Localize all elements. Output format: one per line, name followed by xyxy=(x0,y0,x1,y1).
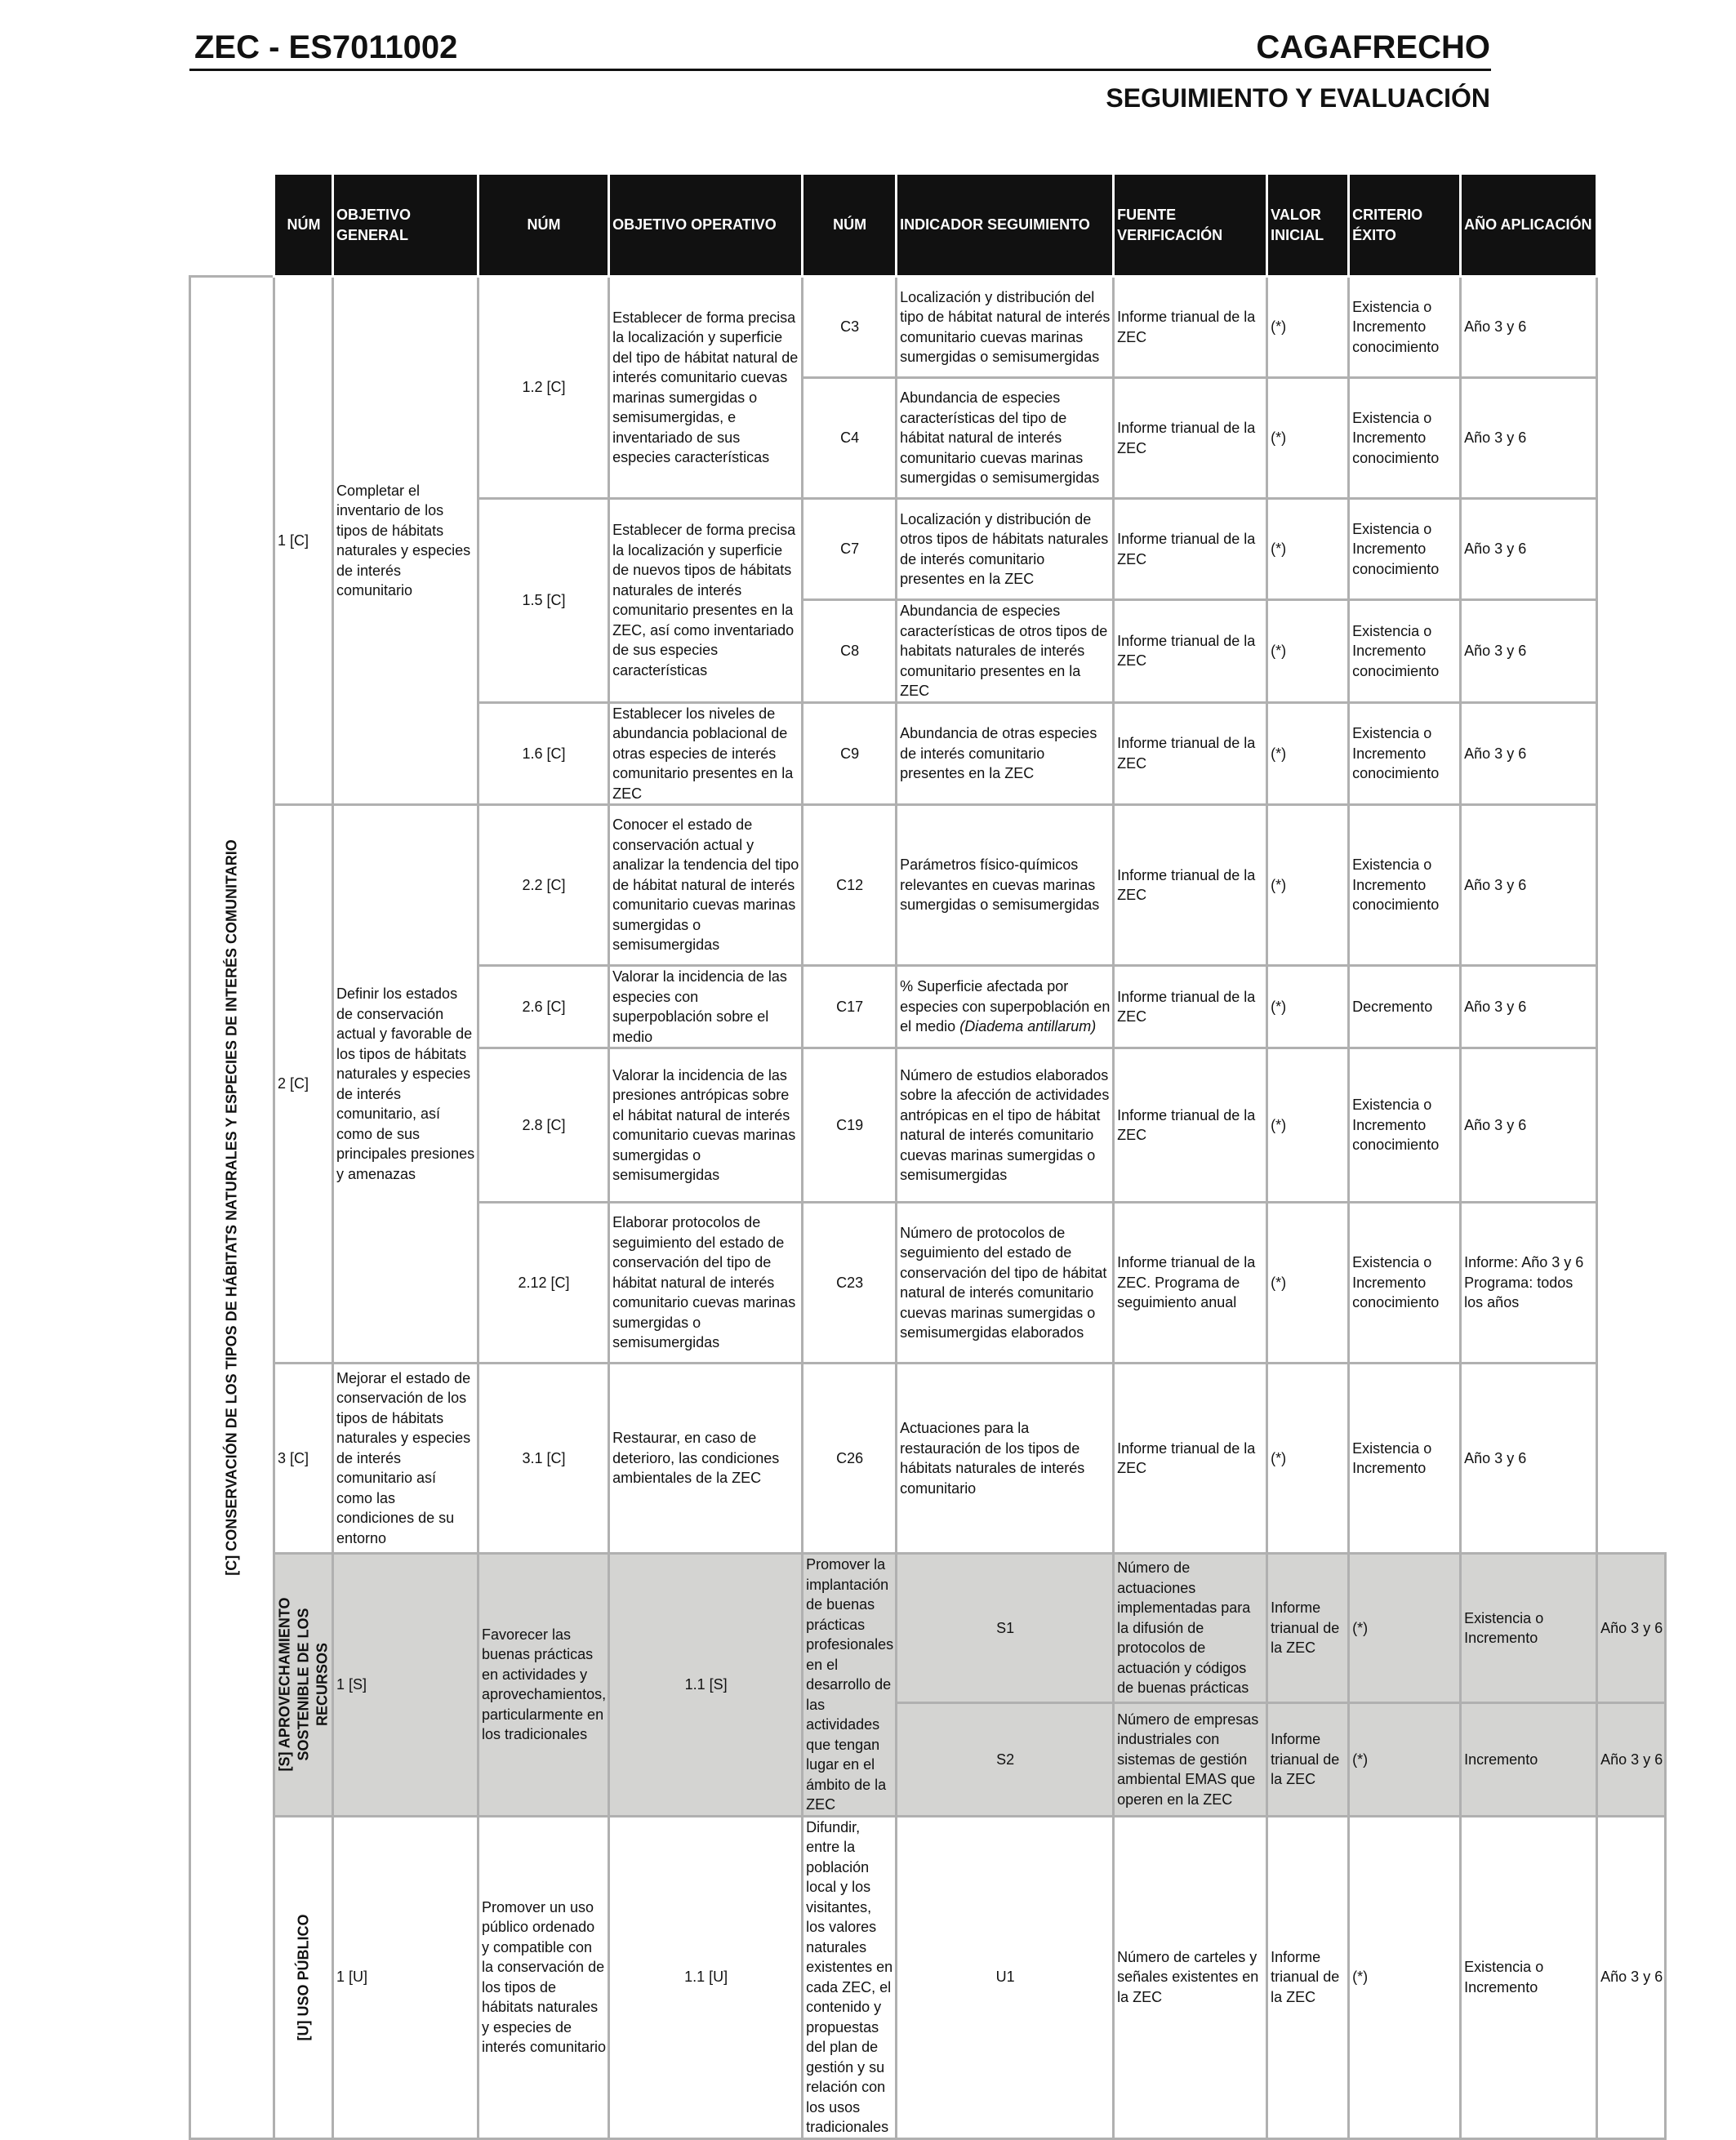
header-blank xyxy=(190,174,274,277)
criterio-exito: Existencia o Incremento xyxy=(1461,1554,1597,1703)
fuente-verificacion: Informe trianual de la ZEC xyxy=(1114,600,1267,703)
indicator-text: Abundancia de otras especies de interés comunitario presentes en la ZEC xyxy=(897,702,1114,805)
indicator-text xyxy=(897,966,1114,1048)
site-name: CAGAFRECHO xyxy=(1256,29,1490,65)
valor-inicial: (*) xyxy=(1267,1048,1349,1203)
indicator-num: C4 xyxy=(803,378,897,499)
criterio-exito: Existencia o Incremento xyxy=(1349,1364,1461,1554)
operative-num: 2.8 [C] xyxy=(479,1048,609,1203)
general-num: 3 [C] xyxy=(274,1364,333,1554)
ano-aplicacion: Año 3 y 6 xyxy=(1461,600,1597,703)
operative-text: Establecer de forma precisa la localización y superficie de nuevos tipos de hábitats naturales de interés comunitario presentes en la ZEC, así como inventariado de sus especies características xyxy=(609,499,803,703)
general-num: 1 [U] xyxy=(333,1816,479,2138)
col-header-objetivo-operativo: OBJETIVO OPERATIVO xyxy=(609,174,803,277)
fuente-verificacion: Informe trianual de la ZEC xyxy=(1114,378,1267,499)
table-row xyxy=(190,1554,1666,1703)
operative-num: 1.6 [C] xyxy=(479,702,609,805)
criterio-exito: Existencia o Incremento conocimiento xyxy=(1349,600,1461,703)
operative-text: Conocer el estado de conservación actual y analizar la tendencia del tipo de hábitat natural de interés comunitario cuevas marinas sumergidas o semisumergidas xyxy=(609,805,803,966)
criterio-exito: Existencia o Incremento conocimiento xyxy=(1349,499,1461,600)
indicator-num: C12 xyxy=(803,805,897,966)
operative-num: 3.1 [C] xyxy=(479,1364,609,1554)
fuente-verificacion: Informe trianual de la ZEC xyxy=(1114,702,1267,805)
operative-num: 1.5 [C] xyxy=(479,499,609,703)
col-header-num-operativo: NÚM xyxy=(479,174,609,277)
indicator-text: Número de carteles y señales existentes en la ZEC xyxy=(1114,1816,1267,2138)
table-row xyxy=(190,277,1666,378)
valor-inicial: (*) xyxy=(1267,378,1349,499)
ano-aplicacion: Informe: Año 3 y 6 Programa: todos los años xyxy=(1461,1203,1597,1364)
valor-inicial: (*) xyxy=(1267,499,1349,600)
table-row xyxy=(190,1364,1666,1554)
general-text: Completar el inventario de los tipos de hábitats naturales y especies de interés comunitario xyxy=(333,277,479,805)
operative-text: Establecer los niveles de abundancia poblacional de otras especies de interés comunitario presentes en la ZEC xyxy=(609,702,803,805)
fuente-verificacion: Informe trianual de la ZEC xyxy=(1267,1816,1349,2138)
col-header-objetivo-general: OBJETIVO GENERAL xyxy=(333,174,479,277)
general-num: 1 [C] xyxy=(274,277,333,805)
fuente-verificacion: Informe trianual de la ZEC xyxy=(1114,1048,1267,1203)
valor-inicial: (*) xyxy=(1267,600,1349,703)
indicator-num: C7 xyxy=(803,499,897,600)
indicator-text: Abundancia de especies características de otros tipos de habitats naturales de interés comunitario presentes en la ZEC xyxy=(897,600,1114,703)
col-header-criterio: CRITERIO ÉXITO xyxy=(1349,174,1461,277)
ano-aplicacion: Año 3 y 6 xyxy=(1597,1703,1666,1816)
col-header-num: NÚM xyxy=(274,174,333,277)
ano-aplicacion: Año 3 y 6 xyxy=(1597,1554,1666,1703)
table-header-row xyxy=(190,174,1666,277)
ano-aplicacion: Año 3 y 6 xyxy=(1461,1048,1597,1203)
operative-text: Elaborar protocolos de seguimiento del estado de conservación del tipo de hábitat natural de interés comunitario cuevas marinas sumergidas o semisumergidas xyxy=(609,1203,803,1364)
indicator-num: U1 xyxy=(897,1816,1114,2138)
general-text: Promover un uso público ordenado y compatible con la conservación de los tipos de hábitats naturales y especies de interés comunitario xyxy=(479,1816,609,2138)
ano-aplicacion: Año 3 y 6 xyxy=(1461,805,1597,966)
indicator-text: Número de empresas industriales con sistemas de gestión ambiental EMAS que operen en la ZEC xyxy=(1114,1703,1267,1816)
valor-inicial: (*) xyxy=(1267,805,1349,966)
indicator-num: C26 xyxy=(803,1364,897,1554)
criterio-exito: Existencia o Incremento conocimiento xyxy=(1349,1203,1461,1364)
operative-num: 1.1 [U] xyxy=(609,1816,803,2138)
section-aprovechamiento: [S] APROVECHAMIENTO SOSTENIBLE DE LOS RECURSOS xyxy=(274,1554,333,1817)
indicator-text: Abundancia de especies características del tipo de hábitat natural de interés comunitario cuevas marinas sumergidas o semisumergidas xyxy=(897,378,1114,499)
indicator-text-main: % Superficie afectada por especies con superpoblación en el medio xyxy=(900,978,1111,1035)
operative-num: 2.6 [C] xyxy=(479,966,609,1048)
criterio-exito: Existencia o Incremento conocimiento xyxy=(1349,805,1461,966)
operative-num: 2.12 [C] xyxy=(479,1203,609,1364)
section-subtitle: SEGUIMIENTO Y EVALUACIÓN xyxy=(1106,83,1490,113)
indicator-text: Número de protocolos de seguimiento del estado de conservación del tipo de hábitat natural de interés comunitario cuevas marinas sumergidas o semisumergidas elaborados xyxy=(897,1203,1114,1364)
indicator-text: Número de estudios elaborados sobre la afección de actividades antrópicas en el tipo de hábitat natural de interés comunitario cuevas marinas sumergidas o semisumergidas xyxy=(897,1048,1114,1203)
fuente-verificacion: Informe trianual de la ZEC xyxy=(1114,966,1267,1048)
indicator-text: Localización y distribución de otros tipos de hábitats naturales de interés comunitario presentes en la ZEC xyxy=(897,499,1114,600)
valor-inicial: (*) xyxy=(1267,277,1349,378)
valor-inicial: (*) xyxy=(1349,1816,1461,2138)
criterio-exito: Existencia o Incremento xyxy=(1461,1816,1597,2138)
criterio-exito: Existencia o Incremento conocimiento xyxy=(1349,378,1461,499)
ano-aplicacion: Año 3 y 6 xyxy=(1461,277,1597,378)
operative-num: 1.1 [S] xyxy=(609,1554,803,1817)
indicator-num: S2 xyxy=(897,1703,1114,1816)
valor-inicial: (*) xyxy=(1267,1203,1349,1364)
operative-num: 2.2 [C] xyxy=(479,805,609,966)
fuente-verificacion: Informe trianual de la ZEC xyxy=(1114,805,1267,966)
ano-aplicacion: Año 3 y 6 xyxy=(1461,378,1597,499)
operative-num: 1.2 [C] xyxy=(479,277,609,499)
criterio-exito: Existencia o Incremento conocimiento xyxy=(1349,277,1461,378)
monitoring-table xyxy=(189,172,1667,2140)
table-row xyxy=(190,1816,1666,2138)
fuente-verificacion: Informe trianual de la ZEC xyxy=(1267,1703,1349,1816)
ano-aplicacion: Año 3 y 6 xyxy=(1461,1364,1597,1554)
header-rule xyxy=(189,69,1491,71)
indicator-num: C8 xyxy=(803,600,897,703)
criterio-exito: Existencia o Incremento conocimiento xyxy=(1349,702,1461,805)
fuente-verificacion: Informe trianual de la ZEC xyxy=(1114,499,1267,600)
general-text: Definir los estados de conservación actual y favorable de los tipos de hábitats naturales y especies de interés comunitario, así como de sus principales presiones y amenazas xyxy=(333,805,479,1364)
general-text: Mejorar el estado de conservación de los tipos de hábitats naturales y especies de interés comunitario así como las condiciones de su entorno xyxy=(333,1364,479,1554)
indicator-num: C3 xyxy=(803,277,897,378)
indicator-text: Localización y distribución del tipo de hábitat natural de interés comunitario cuevas marinas sumergidas o semisumergidas xyxy=(897,277,1114,378)
ano-aplicacion: Año 3 y 6 xyxy=(1461,702,1597,805)
indicator-num: C19 xyxy=(803,1048,897,1203)
ano-aplicacion: Año 3 y 6 xyxy=(1461,499,1597,600)
indicator-text: Actuaciones para la restauración de los tipos de hábitats naturales de interés comunitario xyxy=(897,1364,1114,1554)
valor-inicial: (*) xyxy=(1349,1703,1461,1816)
operative-text: Difundir, entre la población local y los visitantes, los valores naturales existentes en cada ZEC, el contenido y propuestas del plan de gestión y su relación con los usos tradicionales xyxy=(803,1816,897,2138)
general-text: Favorecer las buenas prácticas en actividades y aprovechamientos, particularmente en los tradicionales xyxy=(479,1554,609,1817)
indicator-text: Número de actuaciones implementadas para la difusión de protocolos de actuación y códigos de buenas prácticas xyxy=(1114,1554,1267,1703)
criterio-exito: Existencia o Incremento conocimiento xyxy=(1349,1048,1461,1203)
operative-text: Establecer de forma precisa la localización y superficie del tipo de hábitat natural de interés comunitario cuevas marinas sumergidas o semisumergidas, e inventariado de sus especies características xyxy=(609,277,803,499)
operative-text: Restaurar, en caso de deterioro, las condiciones ambientales de la ZEC xyxy=(609,1364,803,1554)
fuente-verificacion: Informe trianual de la ZEC. Programa de seguimiento anual xyxy=(1114,1203,1267,1364)
ano-aplicacion: Año 3 y 6 xyxy=(1597,1816,1666,2138)
general-num: 2 [C] xyxy=(274,805,333,1364)
section-uso-publico: [U] USO PÚBLICO xyxy=(274,1816,333,2138)
col-header-indicador: INDICADOR SEGUIMIENTO xyxy=(897,174,1114,277)
indicator-num: S1 xyxy=(897,1554,1114,1703)
section-conservacion: [C] CONSERVACIÓN DE LOS TIPOS DE HÁBITATS NATURALES Y ESPECIES DE INTERÉS COMUNITARIO xyxy=(190,277,274,2139)
operative-text: Promover la implantación de buenas prácticas profesionales en el desarrollo de las actividades que tengan lugar en el ámbito de la ZEC xyxy=(803,1554,897,1817)
col-header-valor: VALOR INICIAL xyxy=(1267,174,1349,277)
general-num: 1 [S] xyxy=(333,1554,479,1817)
valor-inicial: (*) xyxy=(1267,1364,1349,1554)
col-header-num-indicador: NÚM xyxy=(803,174,897,277)
valor-inicial: (*) xyxy=(1267,966,1349,1048)
operative-text: Valorar la incidencia de las especies con superpoblación sobre el medio xyxy=(609,966,803,1048)
fuente-verificacion: Informe trianual de la ZEC xyxy=(1267,1554,1349,1703)
indicator-num: C9 xyxy=(803,702,897,805)
col-header-ano: AÑO APLICACIÓN xyxy=(1461,174,1597,277)
criterio-exito: Incremento xyxy=(1461,1703,1597,1816)
valor-inicial: (*) xyxy=(1267,702,1349,805)
indicator-text: Parámetros físico-químicos relevantes en cuevas marinas sumergidas o semisumergidas xyxy=(897,805,1114,966)
fuente-verificacion: Informe trianual de la ZEC xyxy=(1114,1364,1267,1554)
valor-inicial: (*) xyxy=(1349,1554,1461,1703)
zec-code: ZEC - ES7011002 xyxy=(194,29,458,65)
col-header-fuente: FUENTE VERIFICACIÓN xyxy=(1114,174,1267,277)
indicator-num: C23 xyxy=(803,1203,897,1364)
species-name: (Diadema antillarum) xyxy=(959,1018,1097,1035)
fuente-verificacion: Informe trianual de la ZEC xyxy=(1114,277,1267,378)
ano-aplicacion: Año 3 y 6 xyxy=(1461,966,1597,1048)
operative-text: Valorar la incidencia de las presiones antrópicas sobre el hábitat natural de interés comunitario cuevas marinas sumergidas o semisumergidas xyxy=(609,1048,803,1203)
table-row xyxy=(190,805,1666,966)
indicator-num: C17 xyxy=(803,966,897,1048)
criterio-exito: Decremento xyxy=(1349,966,1461,1048)
